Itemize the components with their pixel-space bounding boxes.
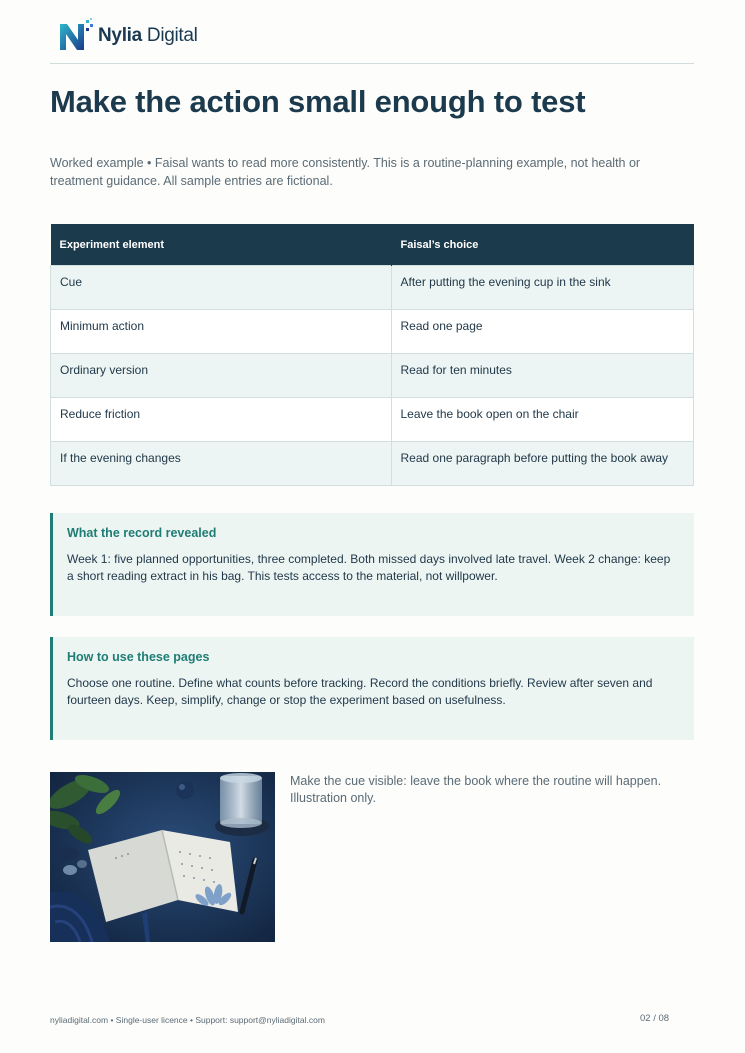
column-header-element: Experiment element (51, 224, 392, 266)
page-title: Make the action small enough to test (50, 84, 586, 119)
table-cell: Read for ten minutes (391, 354, 694, 398)
table-cell: Reduce friction (51, 398, 392, 442)
column-header-choice: Faisal’s choice (391, 224, 694, 266)
table-row (51, 442, 694, 486)
illustration-caption: Make the cue visible: leave the book where the routine will happen. Illustration only. (290, 774, 662, 805)
table-row (51, 398, 694, 442)
table-cell: Read one paragraph before putting the book away (391, 442, 694, 486)
header-divider (50, 63, 694, 64)
brand-name-light: Digital (146, 24, 198, 46)
record-callout (50, 513, 694, 616)
table-cell: If the evening changes (51, 442, 392, 486)
table-row (51, 266, 694, 310)
footer-info: nyliadigital.com • Single-user licence • Support: support@nyliadigital.com (50, 1015, 325, 1025)
table-cell: Ordinary version (51, 354, 392, 398)
table-cell: Minimum action (51, 310, 392, 354)
page-number: 02 / 08 (640, 1013, 670, 1024)
table-row (51, 310, 694, 354)
table-header-row (51, 224, 694, 266)
brand-wordmark (98, 26, 198, 45)
table-row (51, 354, 694, 398)
brand-name-bold: Nylia (98, 24, 142, 46)
table-cell: Leave the book open on the chair (391, 398, 694, 442)
record-callout-text: Week 1: five planned opportunities, three completed. Both missed days involved late travel. Week 2 change: keep a short reading extract in his bag. This tests access to the material, not willpower. (67, 552, 671, 583)
intro-text: Worked example • Faisal wants to read more consistently. This is a routine-planning example, not health or treatment guidance. All sample entries are fictional. (50, 156, 641, 188)
notebook-illustration (50, 772, 275, 942)
table-cell: Cue (51, 266, 392, 310)
experiment-table (50, 224, 694, 486)
brand-logo (58, 18, 198, 52)
nylia-logo-icon (58, 18, 94, 52)
how-to-callout-text: Choose one routine. Define what counts before tracking. Record the conditions briefly. Review after seven and fourteen days. Keep, simplify, change or stop the experiment based on usefulness. (67, 676, 653, 707)
table-cell: After putting the evening cup in the sink (391, 266, 694, 310)
how-to-callout (50, 637, 694, 740)
record-callout-title: What the record revealed (67, 526, 217, 540)
how-to-callout-title: How to use these pages (67, 650, 210, 664)
notebook-illustration-image (50, 772, 275, 942)
table-cell: Read one page (391, 310, 694, 354)
